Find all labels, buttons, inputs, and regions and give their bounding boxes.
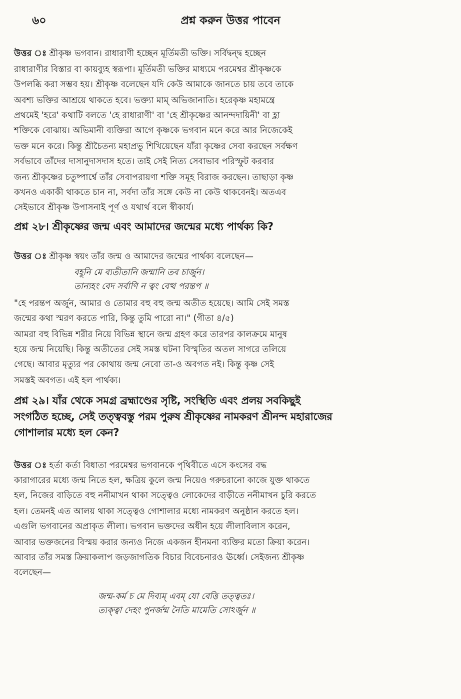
answer-label: উত্তর ঃ xyxy=(14,49,47,60)
answer-text: শ্রীকৃষ্ণ স্বয়ং তাঁর জন্ম ও আমাদের জন্মের পার্থক্য বলেছেন— xyxy=(46,252,254,263)
sanskrit-verse-1: বহূনি মে ব্যতীতানি জন্মানি তব চার্জুন। তান্যহং বেদ সর্বাণি ন ত্বং বেত্থ পরন্তপ ॥ xyxy=(74,267,209,292)
verse-translation: "হে পরন্তপ অর্জুন, আমার ও তোমার বহু বহু জন্ম অতীত হয়েছে। আমি সেই সমস্ত জন্মের কথা স্মরণ করতে পারি, কিন্তু তুমি পারো না।" (গীতা ৪/৫) xyxy=(14,298,290,325)
page-header xyxy=(14,6,447,28)
page-number: ৬০ xyxy=(32,14,47,27)
answer-label: উত্তর ঃ xyxy=(14,460,47,471)
question-29: প্রশ্ন ২৯। যাঁর থেকে সমগ্র ব্রহ্মাণ্ডের সৃষ্টি, সংস্থিতি এবং প্রলয় সবকিছুই সংগঠিত হচ্ছে, সেই তত্ত্ববস্তু পরম পুরুষ শ্রীকৃষ্ণের নামকরণ শ্রীনন্দ মহারাজের গোশালার মধ্যে হল কেন? xyxy=(14,395,333,440)
answer-text: হর্তা কর্তা বিধাতা পরমেশ্বর ভগবানকে পৃথিবীতে এসে কংসের বদ্ধ কারাগারের মধ্যে জন্ম নিতে হল, ক্ষত্রিয় কুলে জন্ম নিয়েও গরুচরানো কাজে যুক্ত থাকতে হল, নিজের বাড়িতে বহু ননীমাখন থাকা সত্ত্বেও লোকেদের বাড়ীতে ননীমাখন চুরি করতে হল। তেমনই এত আলয় থাকা সত্ত্বেও গোশালার মধ্যে নামকরণ অনুষ্ঠান করতে হল। এগুলি ভগবানের অপ্রাকৃত লীলা। ভগবান ভক্তদের অধীন হয়ে লীলাবিলাস করেন, আবার ভক্তজনের বিস্ময় করার জন্যও নিজে একজন হীনমনা ব্যক্তির মতো ক্রিয়া করেন। আবার তাঁর সমস্ত ক্রিয়াকলাপ জড়জাগতিক বিচার বিবেচনারও ঊর্ধ্বে। সেইজন্য শ্রীকৃষ্ণ বলেছেন— xyxy=(14,460,317,579)
answer-paragraph-3 xyxy=(14,443,447,582)
body-paragraph: আমরা বহু বিভিন্ন শরীর নিয়ে বিভিন্ন স্থানে জন্ম গ্রহণ করে তারপর কালক্রমে মানুষ হয়ে জন্ম নিয়েছি। কিন্তু অতীতের সেই সমস্ত ঘটনা বিস্মৃতির অতল সাগরে তলিয়ে গেছে। আবার মৃত্যুর পর কোথায় জন্ম নেবো তা-ও অবগত নই। কিন্তু কৃষ্ণ সেই সমস্তই অবগত। এই হল পার্থক্য। xyxy=(14,329,288,386)
answer-text: শ্রীকৃষ্ণ ভগবান। রাধারাণী হচ্ছেন মূর্তিমতী ভক্তি। সর্বিদ্বন্দ্ব হচ্ছেন রাধারাণীর বিস্তার বা কায়ব্যুহ স্বরূপা। মূর্তিমতী ভক্তির মাধ্যমে পরমেশ্বর শ্রীকৃষ্ণকে উপলব্ধি করা সম্ভব হয়। শ্রীকৃষ্ণ বলেছেন যদি কেউ আমাকে জানতে চায় তবে তাকে অবশ্য ভক্তির আশ্রয়ে থাকতে হবে। ভক্ত্যা মাম্ অভিজানাতি। হরেকৃষ্ণ মহামন্ত্রে প্রথমেই 'হরে' কথাটি বলতে 'হে রাধারাণী' বা 'হে শ্রীকৃষ্ণের আনন্দদায়িনী' বা হ্লা শক্তিকে বোঝায়। অভিমানী ব্যক্তিরা আগে কৃষ্ণকে ভগবান মনে করে আর নিজেকেই ভক্ত মনে করে। কিন্তু শ্রীচৈতন্য মহাপ্রভু শিখিয়েছেন যাঁরা কৃষ্ণের সেবা করছেন সর্বক্ষণ সর্বভাবে তাঁদের দাসানুদাসদাস হতে। তাই সেই নিত্য সেবাভাব পরিস্ফুট করবার জন্য শ্রীকৃষ্ণের চতুষ্পার্শ্বে তাঁর সেবাপরায়ণা শক্তি সমূহ বিরাজ করছেন। তাছাড়া কৃষ্ণ কখনও একাকী থাকতে চান না, সর্বদা তাঁর সঙ্গে কেউ না কেউ থাকবেনই। অতএব সেইভাবে শ্রীকৃষ্ণ উপাসনাই পূর্ণ ও যথার্থ বলে স্বীকার্য। xyxy=(14,49,298,214)
answer-paragraph-2 xyxy=(14,235,447,266)
sanskrit-verse-2: জন্ম-কর্ম চ মে দিব্যম্ এবম্ যো বেত্তি তত্ত্বতঃ। ত্যক্ত্বা দেহং পুনর্জন্ম নৈতি মামেতি সোঽর্জুন ॥ xyxy=(98,591,256,617)
question-28: প্রশ্ন ২৮। শ্রীকৃষ্ণের জন্ম এবং আমাদের জন্মের মধ্যে পার্থক্য কি? xyxy=(14,220,274,233)
answer-label: উত্তর ঃ xyxy=(14,252,47,263)
answer-paragraph-1 xyxy=(14,32,447,217)
running-title: প্রশ্ন করুন উত্তর পাবেন xyxy=(180,14,281,27)
